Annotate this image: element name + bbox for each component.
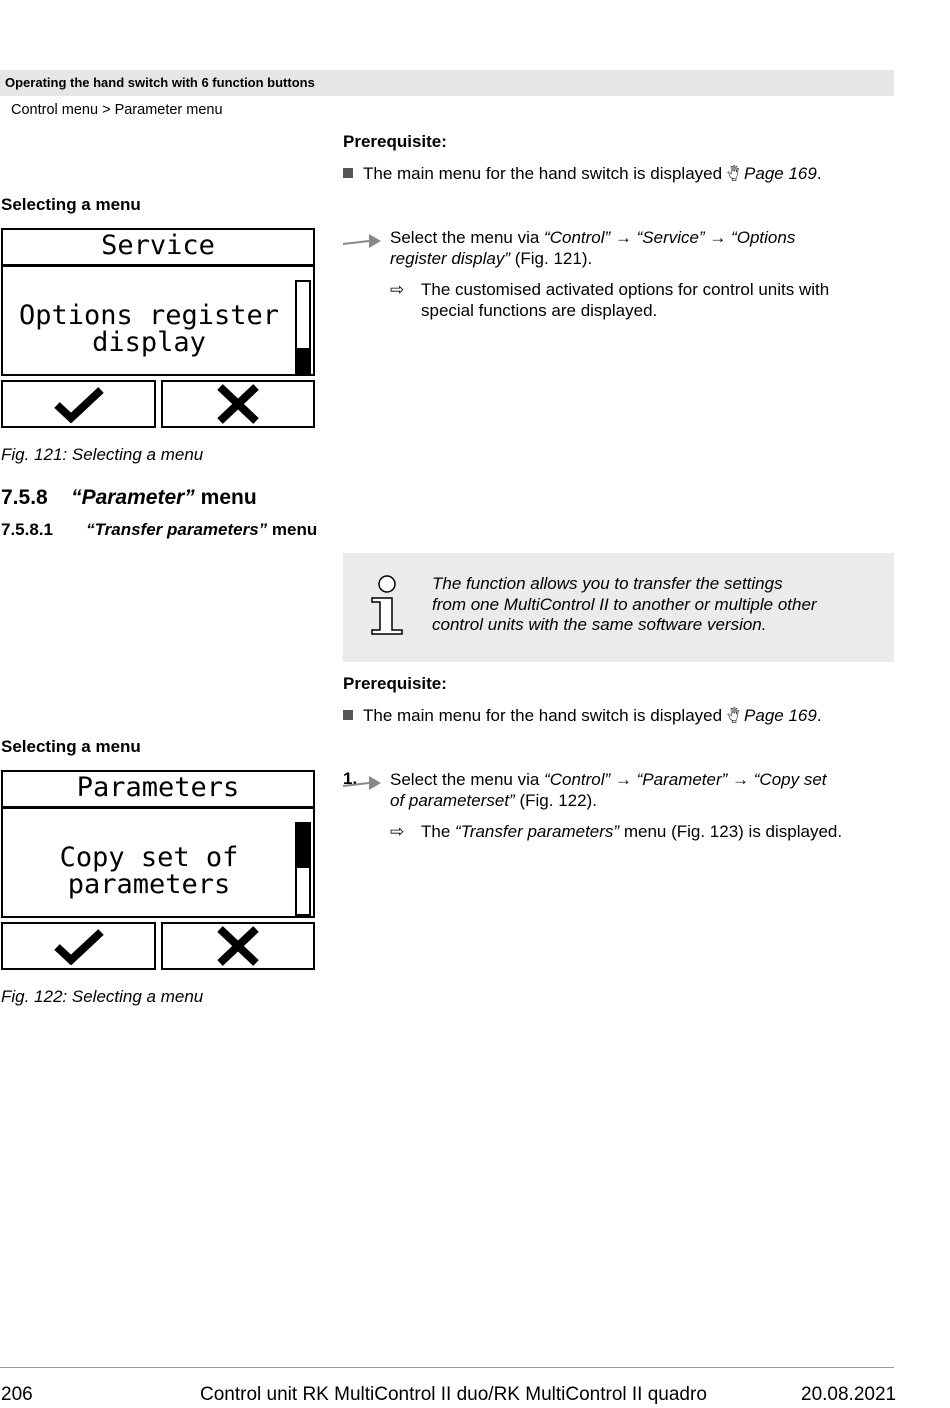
lcd-screen-service <box>1 228 315 376</box>
check-icon <box>53 927 105 965</box>
bullet-square-icon <box>343 710 353 720</box>
info-icon <box>368 574 406 636</box>
page-number: 206 <box>1 1384 33 1405</box>
lcd-button-row <box>1 922 315 970</box>
result-arrow-icon: ⇨ <box>390 280 405 299</box>
prerequisite-label: Prerequisite: <box>343 132 447 151</box>
breadcrumb: Control menu > Parameter menu <box>11 102 223 118</box>
cancel-button[interactable] <box>161 922 315 970</box>
lcd-button-row <box>1 380 315 428</box>
lcd-body-text: Copy set of parameters <box>59 842 239 900</box>
step-result: The “Transfer parameters” menu (Fig. 123) is displayed. <box>421 822 843 841</box>
cancel-button[interactable] <box>161 380 315 428</box>
page-reference-icon: 🖐︎ <box>726 706 740 725</box>
close-icon <box>216 926 260 966</box>
prerequisite-item: The main menu for the hand switch is displayed 🖐︎ Page 169. <box>343 163 822 184</box>
left-label: Selecting a menu <box>1 737 141 756</box>
info-note-text: The function allows you to transfer the settings from one MultiControl II to another or multiple other control units with the same software version. <box>432 574 817 634</box>
lcd-scroll-thumb <box>297 824 309 868</box>
lcd-scroll-thumb <box>297 348 309 372</box>
check-icon <box>53 385 105 423</box>
document-title: Control unit RK MultiControl II duo/RK MultiControl II quadro <box>200 1384 707 1405</box>
lcd-screen-parameters <box>1 770 315 918</box>
step-arrow-icon <box>343 774 383 792</box>
page-reference-icon: 🖐︎ <box>726 164 740 183</box>
section-heading: 7.5.8 “Parameter” menu <box>1 486 257 509</box>
step-result: The customised activated options for control units with special functions are displayed. <box>421 280 830 320</box>
step-arrow-icon <box>343 232 383 250</box>
subsection-heading: 7.5.8.1 “Transfer parameters” menu <box>1 520 318 539</box>
document-date: 20.08.2021 <box>801 1384 897 1405</box>
close-icon <box>216 384 260 424</box>
result-arrow-icon: ⇨ <box>390 822 405 841</box>
step-instruction: Select the menu via “Control” → “Parameter” → “Copy set of parameterset” (Fig. 122). <box>390 770 827 810</box>
prerequisite-item: The main menu for the hand switch is displayed 🖐︎ Page 169. <box>343 705 822 726</box>
figure-caption: Fig. 122: Selecting a menu <box>1 987 204 1006</box>
left-label: Selecting a menu <box>1 195 141 214</box>
lcd-body-text: Options register display <box>18 300 280 358</box>
lcd-title: Service <box>3 230 313 267</box>
step-number: 1. <box>343 769 358 788</box>
page-link[interactable]: Page 169 <box>744 706 817 725</box>
page-link[interactable]: Page 169 <box>744 164 817 183</box>
lcd-scrollbar <box>295 822 311 916</box>
figure-caption: Fig. 121: Selecting a menu <box>1 445 204 464</box>
confirm-button[interactable] <box>1 922 156 970</box>
lcd-scrollbar <box>295 280 311 374</box>
step-instruction: Select the menu via “Control” → “Service” → “Options register display” (Fig. 121). <box>390 228 796 268</box>
section-header: Operating the hand switch with 6 function buttons <box>5 75 315 90</box>
lcd-title: Parameters <box>3 772 313 809</box>
footer-divider <box>0 1367 894 1368</box>
confirm-button[interactable] <box>1 380 156 428</box>
prerequisite-label: Prerequisite: <box>343 674 447 693</box>
bullet-square-icon <box>343 168 353 178</box>
